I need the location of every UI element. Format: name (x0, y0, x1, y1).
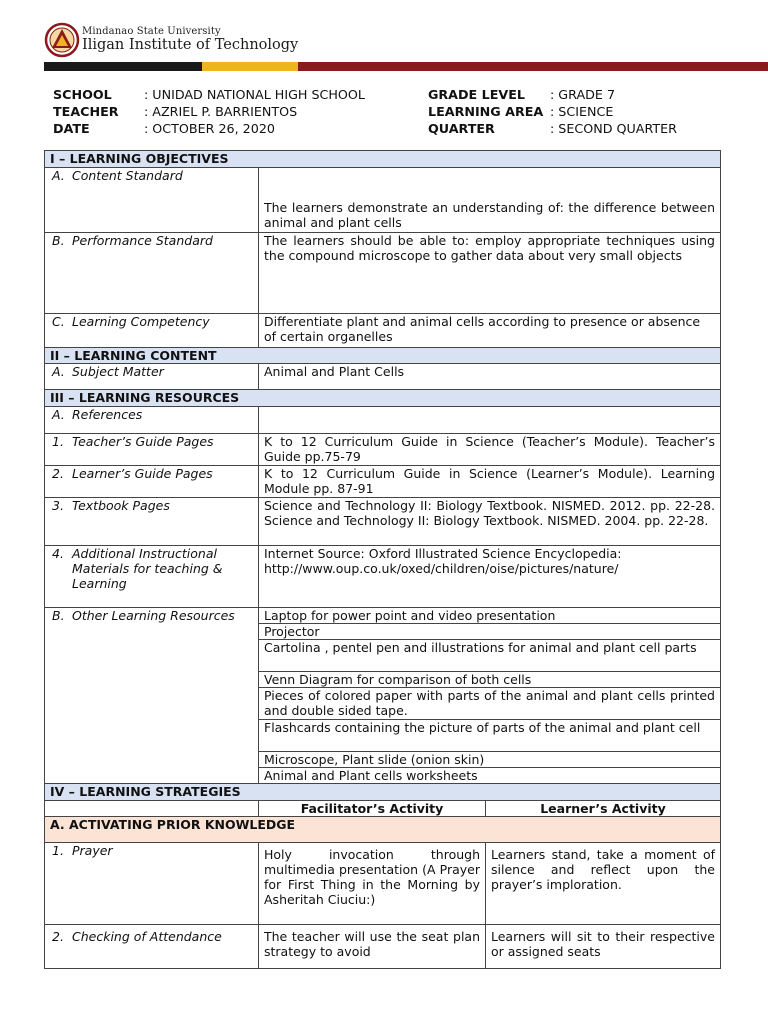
subject-matter-label: A. Subject Matter (45, 364, 259, 390)
quarter-label: QUARTER (428, 121, 495, 136)
performance-standard-text: The learners should be able to: employ appropriate techniques using the compound microscope to gather data about very small objects (259, 233, 721, 314)
facilitator-activity-header: Facilitator’s Activity (259, 801, 486, 817)
section-learning-resources: III – LEARNING RESOURCES (45, 390, 721, 407)
other-resource-item: Cartolina , pentel pen and illustrations for animal and plant cell parts (259, 640, 721, 672)
area-label: LEARNING AREA (428, 104, 544, 119)
document-header (44, 22, 724, 62)
section-learning-objectives: I – LEARNING OBJECTIVES (45, 151, 721, 168)
additional-materials-label: 4. Additional Instructional Materials for teaching & Learning (45, 546, 259, 608)
activating-prior-knowledge-header: A. ACTIVATING PRIOR KNOWLEDGE (45, 817, 721, 843)
other-resource-item: Flashcards containing the picture of parts of the animal and plant cell (259, 720, 721, 752)
prayer-label: 1. Prayer (45, 843, 259, 925)
header-stripe-maroon (298, 62, 768, 71)
content-standard-label: A. Content Standard (45, 168, 259, 233)
references-empty (259, 407, 721, 434)
date-label: DATE (53, 121, 90, 136)
teacher-label: TEACHER (53, 104, 119, 119)
grade-value: : GRADE 7 (550, 87, 616, 102)
quarter-value: : SECOND QUARTER (550, 121, 677, 136)
teachers-guide-label: 1. Teacher’s Guide Pages (45, 434, 259, 466)
other-resource-item: Projector (259, 624, 721, 640)
references-label: A. References (45, 407, 259, 434)
learners-guide-text: K to 12 Curriculum Guide in Science (Learner’s Module). Learning Module pp. 87-91 (259, 466, 721, 498)
school-label: SCHOOL (53, 87, 112, 102)
msu-iit-seal-logo (44, 22, 80, 58)
teacher-value: : AZRIEL P. BARRIENTOS (144, 104, 298, 119)
institute-name: Iligan Institute of Technology (82, 37, 299, 53)
teachers-guide-text: K to 12 Curriculum Guide in Science (Teacher’s Module). Teacher’s Guide pp.75-79 (259, 434, 721, 466)
learning-competency-text: Differentiate plant and animal cells according to presence or absence of certain organelles (259, 314, 721, 348)
other-resource-item: Animal and Plant cells worksheets (259, 768, 721, 784)
learner-activity-header: Learner’s Activity (486, 801, 721, 817)
grade-label: GRADE LEVEL (428, 87, 525, 102)
other-resource-item: Laptop for power point and video presentation (259, 608, 721, 624)
textbook-pages-label: 3. Textbook Pages (45, 498, 259, 546)
learning-competency-label: C. Learning Competency (45, 314, 259, 348)
other-resource-item: Pieces of colored paper with parts of the animal and plant cells printed and double sided tape. (259, 688, 721, 720)
header-stripe-gold (202, 62, 298, 71)
section-learning-content: II – LEARNING CONTENT (45, 348, 721, 364)
school-value: : UNIDAD NATIONAL HIGH SCHOOL (144, 87, 365, 102)
learners-guide-label: 2. Learner’s Guide Pages (45, 466, 259, 498)
header-stripe-dark (44, 62, 202, 71)
textbook-pages-text: Science and Technology II: Biology Textbook. NISMED. 2012. pp. 22-28. Science and Technology II: Biology Textbook. NISMED. 2004. pp. 22-28. (259, 498, 721, 546)
other-resources-label: B. Other Learning Resources (45, 608, 259, 784)
performance-standard-label: B. Performance Standard (45, 233, 259, 314)
area-value: : SCIENCE (550, 104, 614, 119)
content-standard-text: The learners demonstrate an understanding of: the difference between animal and plant cells (259, 168, 721, 233)
strategies-header-empty (45, 801, 259, 817)
attendance-learner-text: Learners will sit to their respective or assigned seats (486, 925, 721, 969)
subject-matter-text: Animal and Plant Cells (259, 364, 721, 390)
additional-materials-text: Internet Source: Oxford Illustrated Science Encyclopedia: http://www.oup.co.uk/oxed/children/oise/pictures/nature/ (259, 546, 721, 608)
university-name: Mindanao State University (82, 26, 221, 37)
other-resource-item: Microscope, Plant slide (onion skin) (259, 752, 721, 768)
date-value: : OCTOBER 26, 2020 (144, 121, 275, 136)
prayer-facilitator-text: Holy invocation through multimedia presentation (A Prayer for First Thing in the Morning by Asheritah Ciuciu:) (259, 843, 486, 925)
attendance-facilitator-text: The teacher will use the seat plan strategy to avoid (259, 925, 486, 969)
attendance-label: 2. Checking of Attendance (45, 925, 259, 969)
prayer-learner-text: Learners stand, take a moment of silence and reflect upon the prayer’s imploration. (486, 843, 721, 925)
lesson-plan-table (44, 150, 721, 969)
section-learning-strategies: IV – LEARNING STRATEGIES (45, 784, 721, 801)
other-resource-item: Venn Diagram for comparison of both cells (259, 672, 721, 688)
